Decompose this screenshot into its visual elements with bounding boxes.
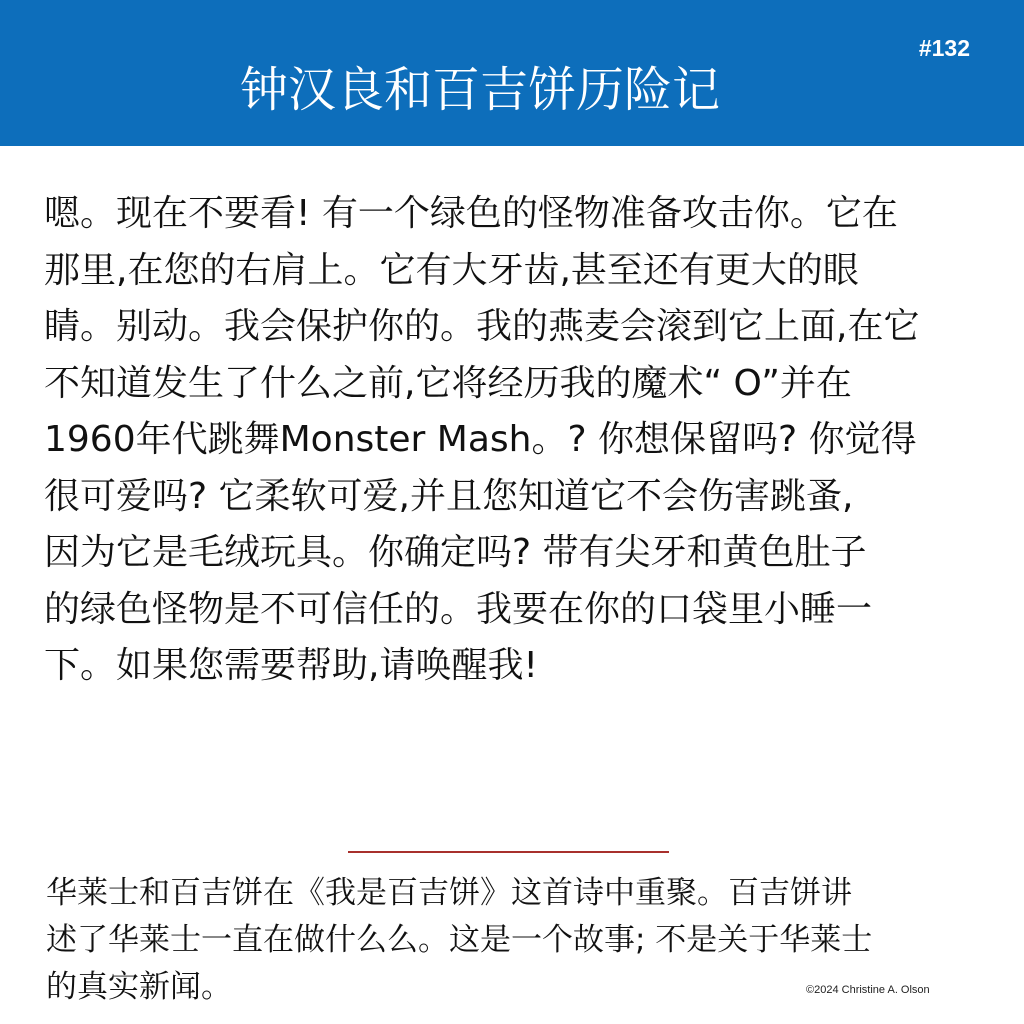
story-line: 很可爱吗? 它柔软可爱,并且您知道它不会伤害跳蚤, <box>44 475 854 517</box>
copyright-notice: ©2024 Christine A. Olson <box>806 984 930 996</box>
issue-number: #132 <box>918 35 970 61</box>
page-title: 钟汉良和百吉饼历险记 <box>239 62 720 118</box>
story-line: 下。如果您需要帮助,请唤醒我! <box>44 645 538 686</box>
story-line: 因为它是毛绒玩具。你确定吗? 带有尖牙和黄色肚子 <box>44 532 867 573</box>
section-divider <box>348 851 669 853</box>
story-line: 那里,在您的右肩上。它有大牙齿,甚至还有更大的眼 <box>44 249 859 291</box>
story-line: 1960年代跳舞Monster Mash。? 你想保留吗? 你觉得 <box>44 419 917 460</box>
header-banner <box>0 0 1024 146</box>
story-line: 睛。别动。我会保护你的。我的燕麦会滚到它上面,在它 <box>44 306 920 347</box>
story-line: 嗯。现在不要看! 有一个绿色的怪物准备攻击你。它在 <box>44 193 898 234</box>
footer-line: 的真实新闻。 <box>46 969 232 1005</box>
story-text <box>44 186 980 695</box>
story-line: 的绿色怪物是不可信任的。我要在你的口袋里小睡一 <box>44 588 873 630</box>
footer-line: 华莱士和百吉饼在《我是百吉饼》这首诗中重聚。百吉饼讲 <box>46 875 852 911</box>
footer-line: 述了华莱士一直在做什么么。这是一个故事; 不是关于华莱士 <box>46 922 873 958</box>
story-line: 不知道发生了什么之前,它将经历我的魔术“ O”并在 <box>44 362 852 404</box>
